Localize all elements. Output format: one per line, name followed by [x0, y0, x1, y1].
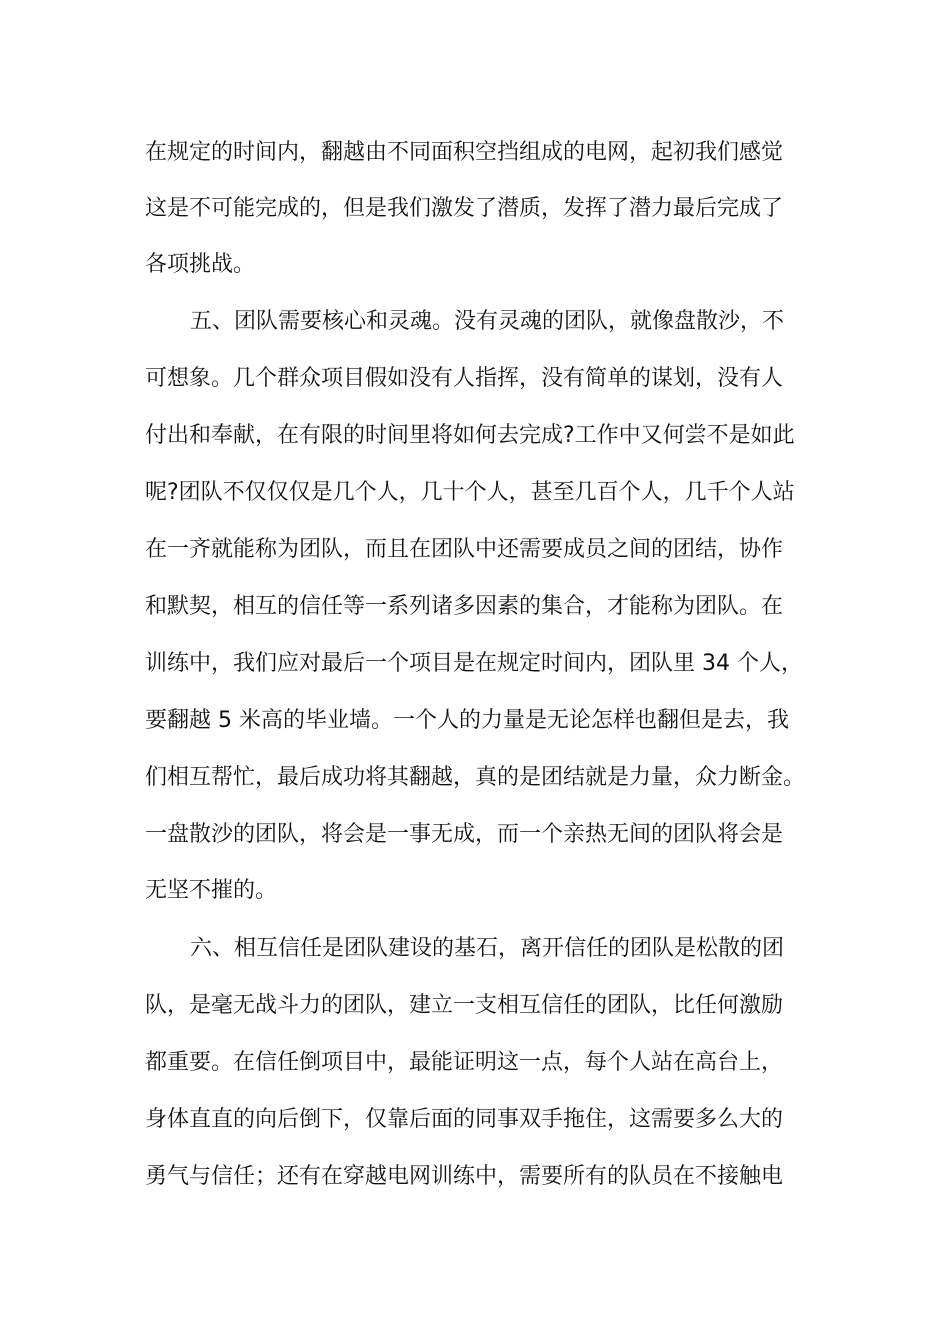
text-line: 这是不可能完成的，但是我们激发了潜质，发挥了潜力最后完成了	[145, 196, 784, 221]
text-line: 付出和奉献，在有限的时间里将如何去完成?工作中又何尝不是如此	[145, 423, 795, 448]
text-line: 各项挑战。	[145, 252, 256, 277]
text-line: 在一齐就能称为团队，而且在团队中还需要成员之间的团结，协作	[145, 537, 784, 562]
text-line: 呢?团队不仅仅仅是几个人，几十个人，甚至几百个人，几千个人站	[145, 480, 795, 505]
text-line: 勇气与信任；还有在穿越电网训练中，需要所有的队员在不接触电	[145, 1164, 784, 1189]
text-line: 在规定的时间内，翻越由不同面积空挡组成的电网，起初我们感觉	[145, 140, 784, 165]
text-line: 身体直直的向后倒下，仅靠后面的同事双手拖住，这需要多么大的	[145, 1107, 784, 1132]
text-line: 和默契，相互的信任等一系列诸多因素的集合，才能称为团队。在	[145, 594, 784, 619]
text-line: 训练中，我们应对最后一个项目是在规定时间内，团队里 34 个人，	[145, 651, 803, 676]
paragraph-six-heading-line: 六、相互信任是团队建设的基石，离开信任的团队是松散的团	[190, 936, 785, 961]
text-line: 要翻越 5 米高的毕业墙。一个人的力量是无论怎样也翻但是去，我	[145, 708, 789, 733]
text-line: 们相互帮忙，最后成功将其翻越，真的是团结就是力量，众力断金。	[145, 765, 806, 790]
paragraph-five-heading-line: 五、团队需要核心和灵魂。没有灵魂的团队，就像盘散沙，不	[190, 309, 785, 334]
text-line: 无坚不摧的。	[145, 878, 278, 903]
text-line: 一盘散沙的团队，将会是一事无成，而一个亲热无间的团队将会是	[145, 822, 784, 847]
text-line: 队，是毫无战斗力的团队，建立一支相互信任的团队，比任何激励	[145, 993, 784, 1018]
text-line: 可想象。几个群众项目假如没有人指挥，没有简单的谋划，没有人	[145, 366, 784, 391]
text-line: 都重要。在信任倒项目中，最能证明这一点，每个人站在高台上，	[145, 1050, 784, 1075]
